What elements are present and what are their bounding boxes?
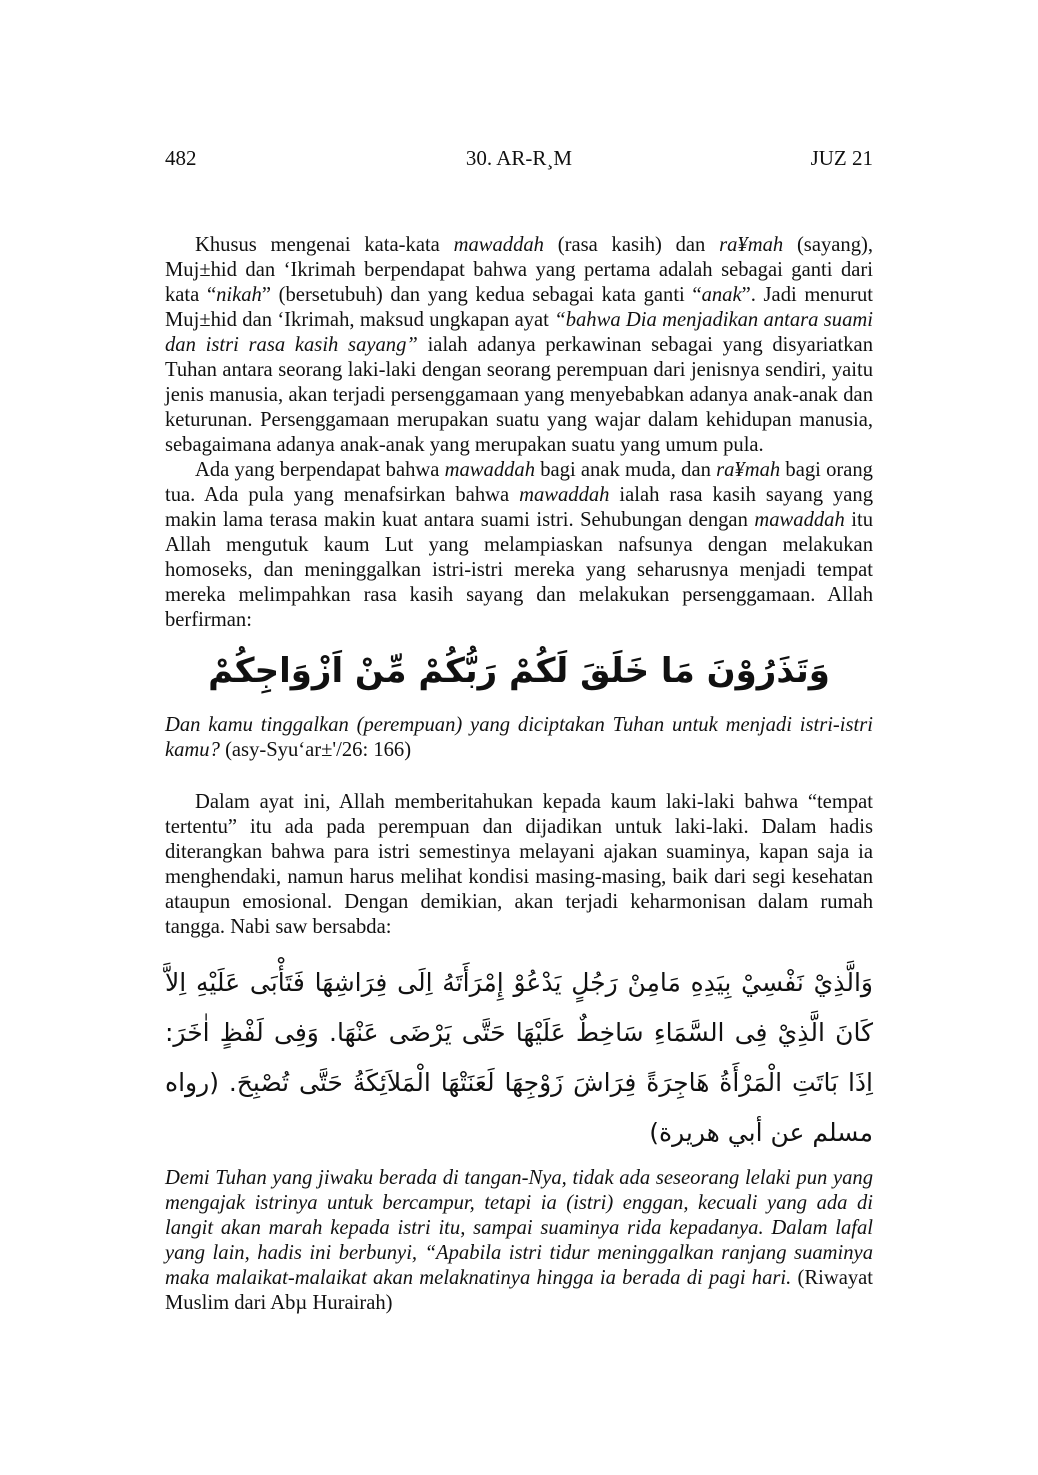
p1-text-1: Khusus mengenai kata-kata (195, 234, 454, 256)
p2-text-1: Ada yang berpendapat bahwa (195, 459, 445, 481)
juz-label: JUZ 21 (810, 146, 873, 170)
p2-italic-2: ra¥mah (716, 459, 781, 481)
p2-text-4: ialah rasa kasih sayang yang makin lama terasa makin kuat antara suami istri. Sehubungan dengan (165, 484, 874, 531)
hadith-translation (165, 1166, 873, 1316)
p1-italic-2: ra¥mah (719, 234, 784, 256)
hadith-arabic-text: وَالَّذِيْ نَفْسِيْ بِيَدِهِ مَامِنْ رَجُلٍ يَدْعُوْ إِمْرَأَتَهُ اِلَى فِرَاشِهَا فَتَأْبَى عَلَيْهِ اِلاَّ كَانَ الَّذِيْ فِى السَّمَاءِ سَاخِطٌ عَلَيْهَا حَتَّى يَرْضَى عَنْهَا. وَفِى لَفْظٍ اٰخَرَ: اِذَا بَاتَتِ الْمَرْأَةُ هَاجِرَةً فِرَاشَ زَوْجِهَا لَعَنَتْهَا الْمَلاَئِكَةُ حَتَّى تُصْبِحَ. (165, 968, 873, 1097)
page-header (165, 146, 873, 176)
p2-italic-4: mawaddah (754, 509, 845, 531)
hadith-reference: (Riwayat Muslim dari Abµ Hurairah) (165, 1267, 873, 1314)
p2-text-2: bagi anak muda, dan (535, 459, 717, 481)
p1-text-6: ialah adanya perkawinan sebagai yang disyariatkan Tuhan antara seorang laki-laki dengan seorang perempuan dari jenisnya sendiri, yaitu jenis manusia, akan terjadi persenggamaan yang menyebabkan adanya anak-anak dan keturunan. Persenggamaan merupakan suatu yang wajar dalam kehidupan manusia, sebagaimana adanya anak-anak yang merupakan suatu yang umum pula. (165, 334, 873, 456)
verse-reference: (asy-Syu‘ar±'/26: 166) (225, 739, 412, 761)
paragraph-2 (165, 458, 873, 633)
p1-text-4: ” (bersetubuh) dan yang kedua sebagai kata ganti “ (261, 284, 702, 306)
paragraph-1 (165, 233, 873, 458)
p2-text-3: bagi orang tua. Ada pula yang menafsirkan bahwa (165, 459, 873, 506)
p1-italic-3: nikah (216, 284, 262, 306)
page-number: 482 (165, 146, 197, 170)
p1-italic-1: mawaddah (453, 234, 544, 256)
hadith-narration: (رواه مسلم عن أبي هريرة) (165, 1068, 873, 1147)
p2-text-5: itu Allah mengutuk kaum Lut yang melampiaskan nafsunya dengan melakukan homoseks, dan meninggalkan istri-istri mereka yang seharusnya menjadi tempat mereka melimpahkan rasa kasih sayang dan melakukan persenggamaan. Allah berfirman: (165, 509, 874, 631)
surah-title: 30. AR-R¸M (465, 146, 573, 170)
p2-italic-1: mawaddah (444, 459, 536, 481)
p1-text-2: (rasa kasih) dan (543, 234, 720, 256)
spacer (165, 763, 873, 790)
hadith-translation-text: Demi Tuhan yang jiwaku berada di tangan-Nya, tidak ada seseorang lelaki pun yang mengajak istrinya untuk bercampur, tetapi ia (istri) enggan, kecuali yang ada di langit akan marah kepada istri itu, sampai suaminya rida kepadanya. Dalam lafal yang lain, hadis ini berbunyi, “Apabila istri tidur meninggalkan ranjang suaminya maka malaikat-malaikat akan melaknatinya hingga ia berada di pagi hari. (165, 1167, 873, 1289)
verse-translation-text: Dan kamu tinggalkan (perempuan) yang diciptakan Tuhan untuk menjadi istri-istri kamu? (165, 714, 873, 761)
p1-italic-5: “bahwa Dia menjadikan antara suami dan istri rasa kasih sayang” (165, 309, 873, 356)
paragraph-3: Dalam ayat ini, Allah memberitahukan kepada kaum laki-laki bahwa “tempat tertentu” itu ada pada perempuan dan dijadikan untuk laki-laki. Dalam hadis diterangkan bahwa para istri semestinya melayani ajakan suaminya, kapan saja ia menghendaki, namun harus melihat kondisi masing-masing, baik dari segi kesehatan ataupun emosional. Dengan demikian, akan terjadi keharmonisan dalam rumah tangga. Nabi saw bersabda: (165, 791, 873, 938)
p1-text-3: (sayang), Muj±hid dan ‘Ikrimah berpendapat bahwa yang pertama adalah sebagai ganti dari kata “ (165, 234, 873, 306)
hadith-arabic (165, 958, 873, 1158)
verse-translation (165, 713, 873, 763)
page-body (165, 233, 873, 1316)
quran-verse-arabic: وَتَذَرُوْنَ مَا خَلَقَ لَكُمْ رَبُّكُمْ مِّنْ اَزْوَاجِكُمْ (208, 651, 830, 691)
p1-text-5: ”. Jadi menurut Muj±hid dan ‘Ikrimah, maksud ungkapan ayat (165, 284, 873, 331)
p1-italic-4: anak (701, 284, 742, 306)
p2-italic-3: mawaddah (519, 484, 610, 506)
